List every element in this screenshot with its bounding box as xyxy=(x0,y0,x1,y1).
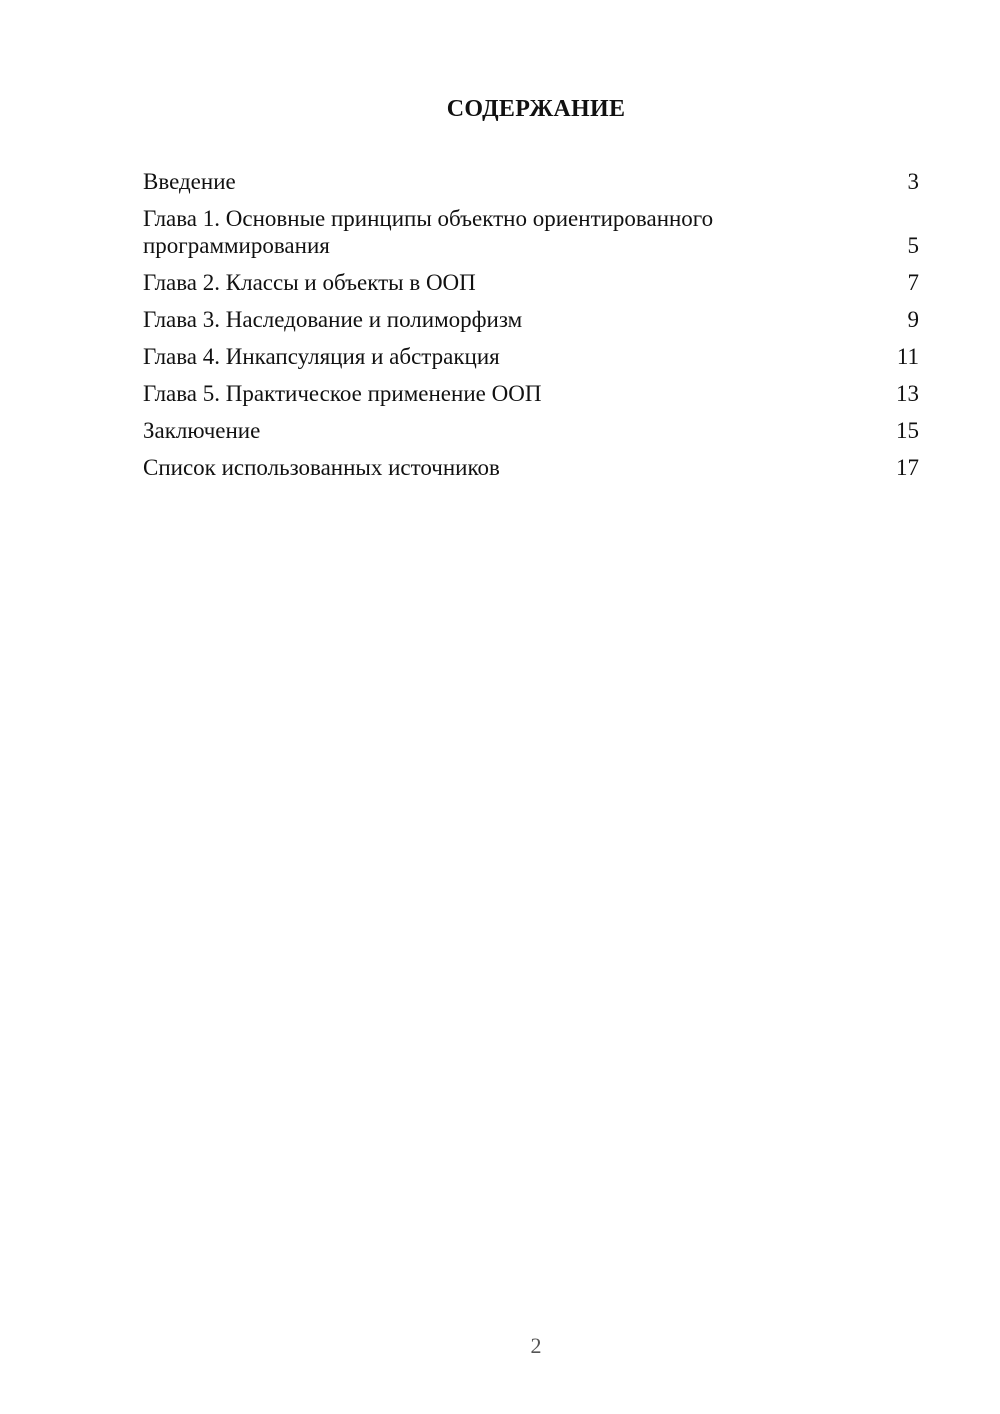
toc-entry-text: Список использованных источников xyxy=(143,455,500,480)
toc-entry-text: Глава 5. Практическое применение ООП xyxy=(143,381,542,406)
toc-entry-page: 11 xyxy=(896,344,919,369)
toc-entry-conclusion xyxy=(143,417,919,444)
toc-entry-page: 7 xyxy=(907,270,919,295)
toc-entry-text: Глава 4. Инкапсуляция и абстракция xyxy=(143,344,500,369)
toc-entry-page: 9 xyxy=(907,307,919,332)
toc-entry-text: Глава 2. Классы и объекты в ООП xyxy=(143,270,476,295)
toc-entry-chapter-4 xyxy=(143,343,919,370)
toc-entry-page: 13 xyxy=(896,381,919,406)
toc-entry-page: 17 xyxy=(896,455,919,480)
toc-entry-references xyxy=(143,454,919,481)
toc-entry-text: Заключение xyxy=(143,418,261,443)
toc-entry-chapter-5 xyxy=(143,380,919,407)
toc-entry-page: 15 xyxy=(896,418,919,443)
toc-entry-text: Введение xyxy=(143,169,236,194)
toc-entry-introduction xyxy=(143,168,919,195)
table-of-contents xyxy=(143,168,919,491)
toc-entry-chapter-2 xyxy=(143,269,919,296)
toc-entry-text: Глава 1. Основные принципы объектно ориентированного программирования xyxy=(143,206,714,258)
page-title: СОДЕРЖАНИЕ xyxy=(446,96,626,122)
toc-entry-page: 3 xyxy=(907,169,919,194)
toc-entry-text: Глава 3. Наследование и полиморфизм xyxy=(143,307,523,332)
toc-entry-chapter-1 xyxy=(143,205,919,259)
toc-entry-page: 5 xyxy=(907,233,919,258)
page-number: 2 xyxy=(530,1333,542,1358)
toc-entry-chapter-3 xyxy=(143,306,919,333)
